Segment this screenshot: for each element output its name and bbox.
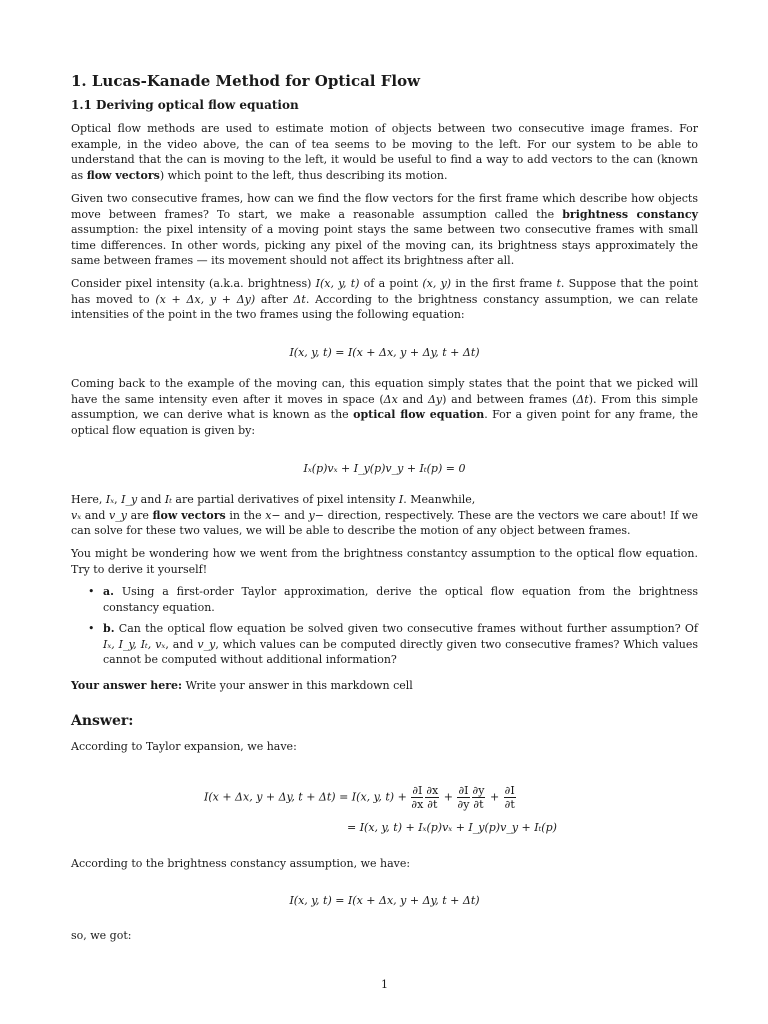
paragraph-so-we-got: so, we got: <box>71 929 132 942</box>
paragraph-pixel-intensity: Consider pixel intensity (a.k.a. brightness) I(x, y, t) of a point (x, y) in the first frame t. Suppose that the point has moved to (x + Δx, y + Δy) after Δt. According to the brightness constancy assumption, we can relate intensities of the point in the two frames using the following equation: <box>71 277 698 322</box>
fraction-dx-dt: $\frac{\partial x}{\partial t}$ <box>426 784 439 811</box>
section-title: 1. Lucas-Kanade Method for Optical Flow <box>71 72 420 90</box>
bullet-dot: • <box>88 622 95 636</box>
question-a: • a. Using a first-order Taylor approximation, derive the optical flow equation from the brightness constancy equation. <box>88 585 698 614</box>
paragraph-intro: Optical flow methods are used to estimate motion of objects between two consecutive image frames. For example, in the video above, the can of tea seems to be moving to the left. For our system to be able to understand that the can is moving to the left, it would be useful to find a way to add vectors to the can (known as flow vectors) which point to the left, thus describing its motion. <box>71 122 698 182</box>
answer-heading: Answer: <box>71 713 134 729</box>
taylor-line-2: = I(x, y, t) + Iₓ(p)vₓ + I_y(p)v_y + Iₜ(p) <box>347 821 557 834</box>
equation-optical-flow: Iₓ(p)vₓ + I_y(p)v_y + Iₜ(p) = 0 <box>303 462 466 475</box>
term-flow-vectors: flow vectors <box>86 168 160 182</box>
fraction-dI-dx: $\frac{\partial I}{\partial x}$ <box>411 784 424 811</box>
taylor-line-1: I(x + Δx, y + Δy, t + Δt) = I(x, y, t) + $\frac{\partial I}{\partial x}$ $\frac{\partial x}{\partial t}$ + $\frac{\partial I}{\partial y}$ $\frac{\partial y}{\partial t}$ + $\frac{\partial I}{\partial t}$ <box>204 784 515 811</box>
paragraph-try-derive: You might be wondering how we went from the brightness constantcy assumption to the optical flow equation. Try to derive it yourself! <box>71 547 698 576</box>
paragraph-moving-can: Coming back to the example of the moving can, this equation simply states that the point that we picked will have the same intensity even after it moves in space (Δx and Δy) and between frames (Δt). From this simple assumption, we can derive what is known as the optical flow equation. For a given point for any frame, the optical flow equation is given by: <box>71 377 698 437</box>
equation-brightness-constancy-2: I(x, y, t) = I(x + Δx, y + Δy, t + Δt) <box>289 894 480 907</box>
question-list <box>71 584 698 674</box>
paragraph-taylor-intro: According to Taylor expansion, we have: <box>71 740 297 753</box>
document-page <box>71 0 698 1024</box>
question-b: • b. Can the optical flow equation be solved given two consecutive frames without further assumption? Of Iₓ, I_y, Iₜ, vₓ, and v_y, which values can be computed directly given two consecutive frames? Which values cannot be computed without additional information? <box>88 622 698 667</box>
term-brightness-constancy: brightness constancy <box>562 207 699 221</box>
fraction-dI-dt: $\frac{\partial I}{\partial t}$ <box>504 784 515 811</box>
paragraph-brightness-assumption: According to the brightness constancy assumption, we have: <box>71 857 411 870</box>
equation-brightness-constancy: I(x, y, t) = I(x + Δx, y + Δy, t + Δt) <box>289 346 480 359</box>
paragraph-partial-derivatives: Here, Iₓ, I_y and Iₜ are partial derivatives of pixel intensity I. Meanwhile, vₓ and v_y are flow vectors in the x− and y− direction, respectively. These are the vectors we care about! If we can solve for these two values, we will be able to describe the motion of any object between frames. <box>71 493 698 538</box>
paragraph-brightness-constancy: Given two consecutive frames, how can we find the flow vectors for the first frame which describe how objects move between frames? To start, we make a reasonable assumption called the brightness constancy assumption: the pixel intensity of a moving point stays the same between two consecutive frames with small time differences. In other words, picking any pixel of the moving can, its brightness stays approximately the same between frames — its movement should not affect its brightness after all. <box>71 192 699 268</box>
page-number: 1 <box>381 978 388 991</box>
subsection-title: 1.1 Deriving optical flow equation <box>71 98 299 112</box>
fraction-dy-dt: $\frac{\partial y}{\partial t}$ <box>472 784 485 811</box>
fraction-dI-dy: $\frac{\partial I}{\partial y}$ <box>457 784 470 811</box>
bullet-dot: • <box>88 585 95 598</box>
term-flow-vectors-2: flow vectors <box>152 508 226 522</box>
term-optical-flow-equation: optical flow equation <box>353 408 485 422</box>
your-answer-prompt: Your answer here: Write your answer in this markdown cell <box>71 679 413 692</box>
